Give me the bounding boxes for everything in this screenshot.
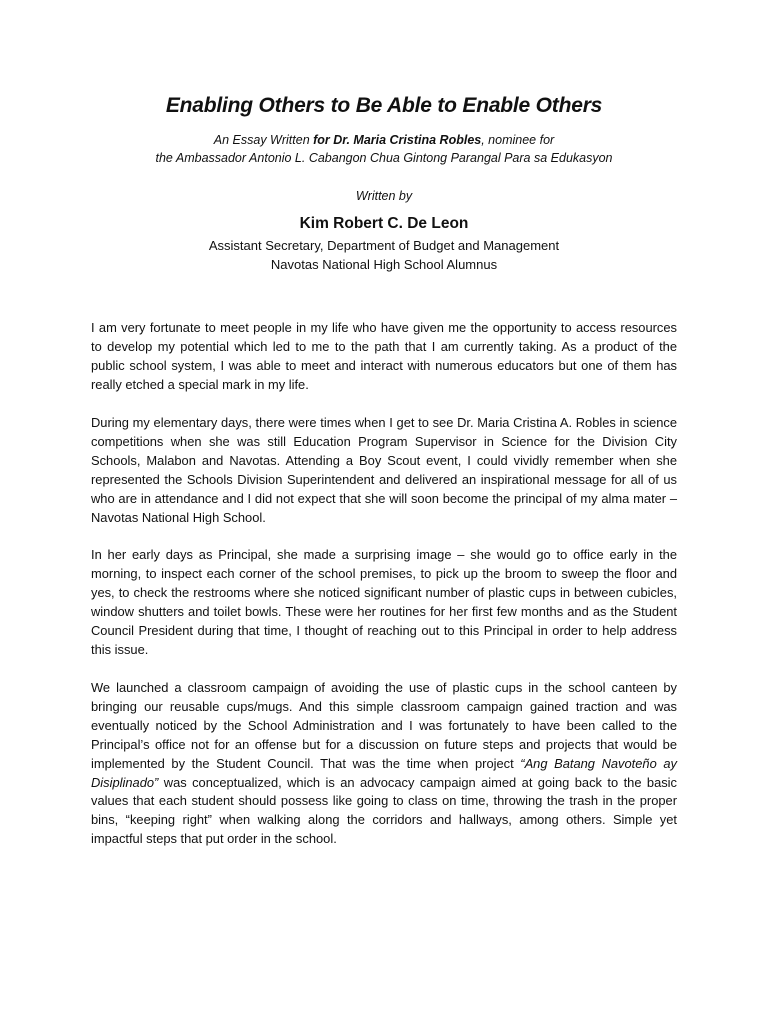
essay-title: Enabling Others to Be Able to Enable Others	[165, 94, 603, 117]
subtitle-nominee: for Dr. Maria Cristina Robles	[313, 133, 482, 147]
written-by-label: Written by	[355, 189, 413, 203]
paragraph-4-text-b: was conceptualized, which is an advocacy campaign aimed at going back to the basic values that each student should possess like going to class on time, throwing the trash in the proper bins, “keeping right” when walking along the corridors and hallways, among others. Simple yet impactful steps that put order in the school.	[91, 774, 677, 847]
project-name: “Ang Batang Navoteño ay Disiplinado”	[91, 755, 677, 790]
author-role-1: Assistant Secretary, Department of Budget and Management	[208, 238, 560, 253]
subtitle-suffix: , nominee for	[481, 133, 555, 147]
subtitle-prefix: An Essay Written	[213, 133, 314, 147]
essay-subtitle-line2: the Ambassador Antonio L. Cabangon Chua Gintong Parangal Para sa Edukasyon	[155, 151, 613, 165]
paragraph-4-text-a: We launched a classroom campaign of avoiding the use of plastic cups in the school canteen by bringing our reusable cups/mugs. And this simple classroom campaign gained traction and was eventually noticed by the School Administration and I was fortunately to have been called to the Principal’s office not for an offense but for a discussion on future steps and projects that would be implemented by the Student Council. That was the time when project	[91, 680, 677, 771]
paragraph-4	[91, 679, 677, 849]
paragraph-2: During my elementary days, there were times when I get to see Dr. Maria Cristina A. Robles in science competitions when she was still Education Program Supervisor in Science for the Division City Schools, Malabon and Navotas. Attending a Boy Scout event, I could vividly remember when she represented the Schools Division Superintendent and delivered an inspirational message for all of us who are in attendance and I did not expect that she will soon become the principal of my alma mater – Navotas National High School.	[91, 415, 677, 525]
paragraph-3: In her early days as Principal, she made a surprising image – she would go to office early in the morning, to inspect each corner of the school premises, to pick up the broom to sweep the floor and yes, to check the restrooms where she noticed significant number of plastic cups in between cubicles, window shutters and toilet bowls. These were her routines for her first few months and as the Student Council President during that time, I thought of reaching out to this Principal in order to help address this issue.	[91, 547, 677, 657]
author-name: Kim Robert C. De Leon	[299, 215, 469, 232]
author-role-2: Navotas National High School Alumnus	[270, 257, 498, 272]
paragraph-1: I am very fortunate to meet people in my life who have given me the opportunity to access resources to develop my potential which led to me to the path that I am currently taking. As a product of the public school system, I was able to meet and interact with numerous educators but one of them has really etched a special mark in my life.	[91, 320, 677, 392]
essay-subtitle-line1	[0, 133, 768, 147]
